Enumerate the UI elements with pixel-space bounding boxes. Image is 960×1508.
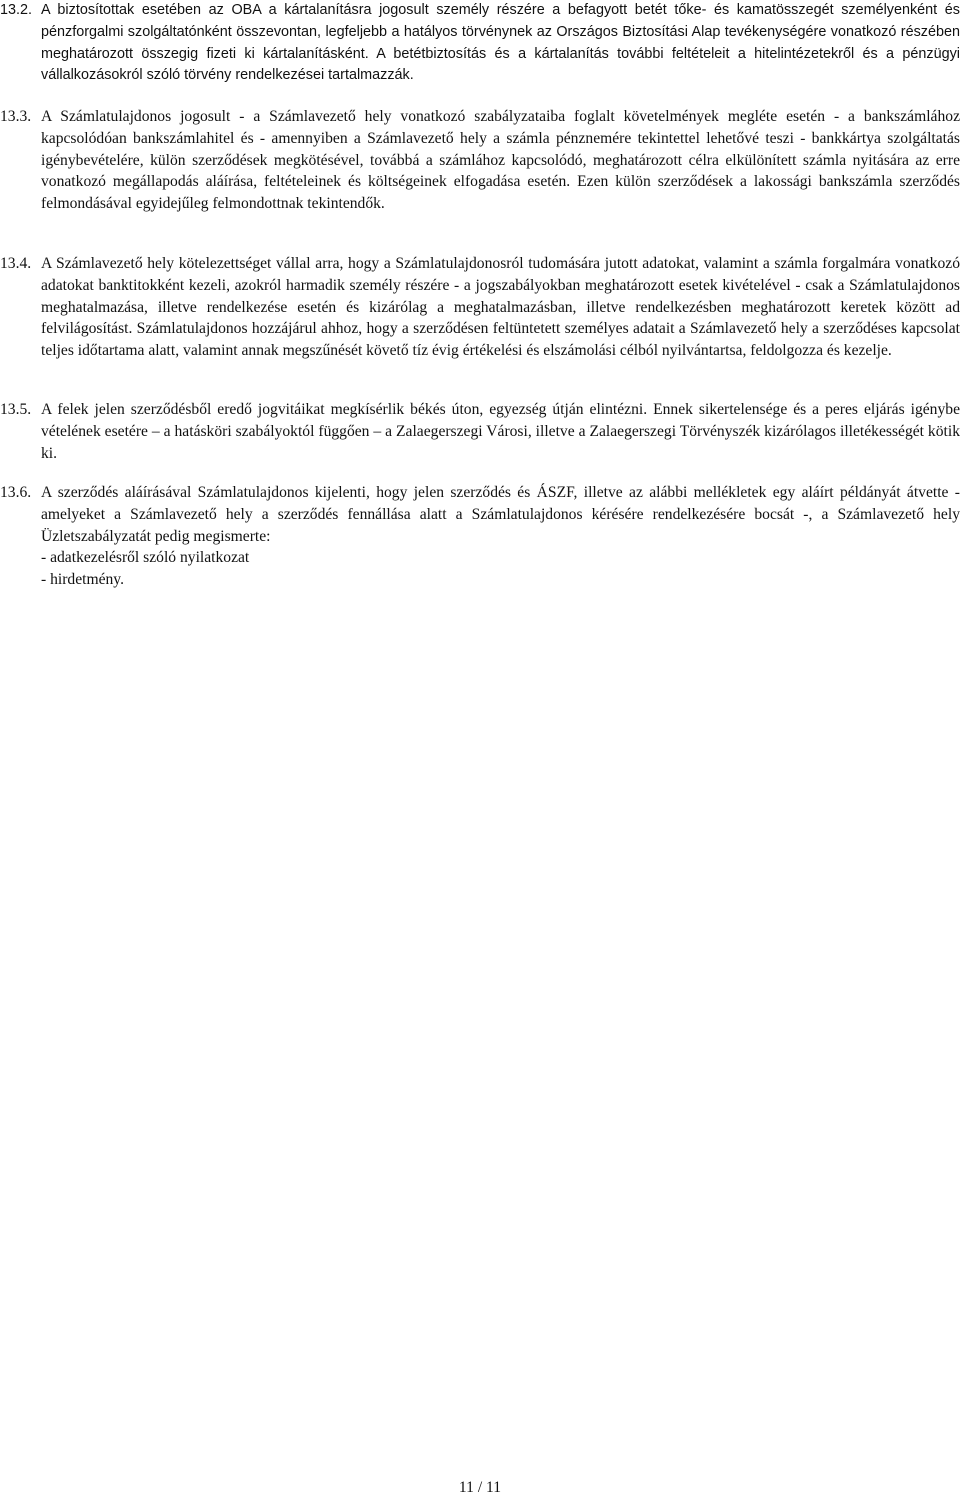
clause-paragraph: A szerződés aláírásával Számlatulajdonos kijelenti, hogy jelen szerződés és ÁSZF, illetve az alábbi mellékletek egy aláírt példányát átvette - amelyeket a Számlavezető hely a szerződés fennállása alatt a Számlatulajdonos kérésére rendelkezésére bocsát -, a Számlavezető hely Üzletszabályzatát pedig megismerte: [41, 484, 960, 545]
clause-paragraph: A biztosítottak esetében az OBA a kártalanításra jogosult személy részére a befagyott betét tőke- és kamatösszegét személyenként és pénzforgalmi szolgáltatónként összevontan, legfeljebb a hatályos törvénynek az Országos Biztosítási Alap tevékenységére vonatkozó részében meghatározott összegig fizeti ki kártalanításként. A betétbiztosítás és a kártalanítás további feltételeit a hitelintézetekről és a pénzügyi vállalkozásokról szóló törvény rendelkezései tartalmazzák. [41, 2, 960, 84]
page-number: 11 / 11 [458, 1479, 502, 1496]
clause-paragraph: A felek jelen szerződésből eredő jogvitáikat megkísérlik békés úton, egyezség útján elintézni. Ennek sikertelensége és a peres eljárás igénybe vételének esetére – a hatásköri szabályoktól függően – a Zalaegerszegi Városi, illetve a Zalaegerszegi Törvényszék kizárólagos illetékességét kötik ki. [41, 401, 960, 462]
clause-text [41, 399, 960, 464]
clause-paragraph: A Számlatulajdonos jogosult - a Számlavezető hely vonatkozó szabályzataiba foglalt követelmények megléte esetén - a bankszámlához kapcsolódóan bankszámlahitel és - amennyiben a Számlavezető hely a számla pénznemére tekintettel lehetővé teszi - bankkártya szolgáltatás igénybevételére, külön szerződések megkötésével, továbbá a számlához kapcsolódó, meghatározott célra elkülönített számla nyitására az erre vonatkozó megállapodás aláírása, feltételeinek és költségeinek elfogadása esetén. Ezen külön szerződések a lakossági bankszámla szerződés felmondásával egyidejűleg felmondottnak tekintendők. [41, 108, 960, 213]
clause-text [41, 253, 960, 362]
clause-text [41, 106, 960, 215]
clause-number: 13.6. [0, 484, 32, 501]
clause-number: 13.3. [0, 108, 32, 125]
clause-paragraph: A Számlavezető hely kötelezettséget vállal arra, hogy a Számlatulajdonosról tudomására jutott adatokat, valamint a számla forgalmára vonatkozó adatokat banktitokként kezeli, azokról harmadik személy részére - a jogszabályokban meghatározott esetek kivételével - csak a Számlatulajdonos meghatalmazása, illetve rendelkezése esetén és kizárólag a meghatalmazásban, illetve rendelkezésben meghatározott keretek között ad felvilágosítást. Számlatulajdonos hozzájárul ahhoz, hogy a szerződésen feltüntetett személyes adatait a Számlavezető hely a szerződéses kapcsolat teljes időtartama alatt, valamint annak megszűnését követő tíz évig értékelési és elszámolási célból nyilvántartsa, feldolgozza és kezelje. [41, 255, 960, 360]
attachment-list-item: - hirdetmény. [41, 571, 124, 589]
clause-number: 13.5. [0, 401, 32, 418]
clause-number: 13.2. [0, 2, 33, 18]
attachment-list-item: - adatkezelésről szóló nyilatkozat [41, 549, 250, 567]
clause-text [41, 0, 960, 87]
clause-text [41, 482, 960, 591]
clause-number: 13.4. [0, 255, 32, 272]
